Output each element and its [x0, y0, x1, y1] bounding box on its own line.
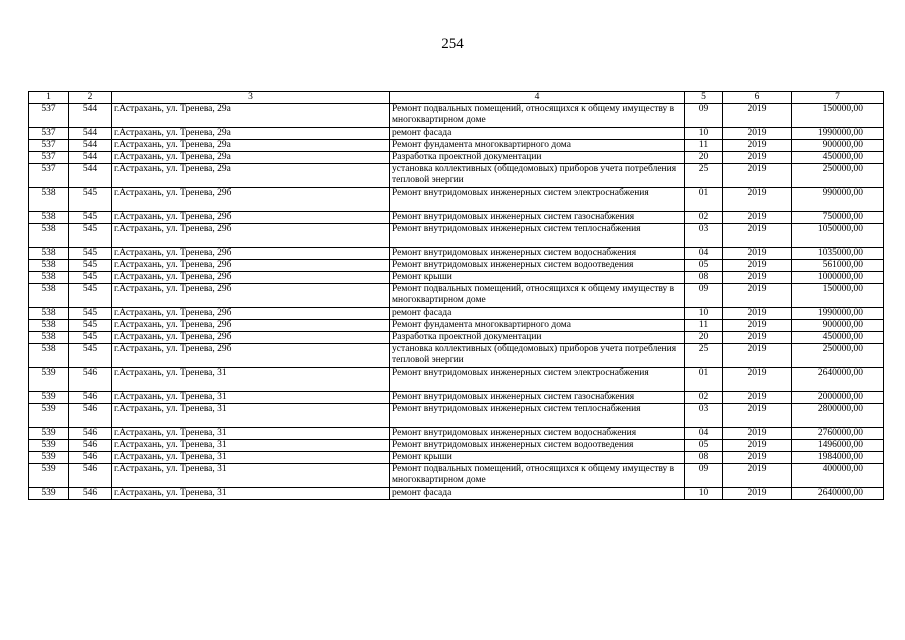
cost-cell: 1990000,00	[792, 128, 884, 140]
table-body	[29, 104, 884, 500]
work-type-cell: Ремонт внутридомовых инженерных систем водоснабжения	[390, 428, 685, 440]
work-type-cell: ремонт фасада	[390, 308, 685, 320]
house-number-cell: 545	[69, 332, 112, 344]
work-code-cell: 03	[685, 224, 723, 248]
row-number-cell: 537	[29, 128, 69, 140]
address-cell: г.Астрахань, ул. Тренева, 29а	[112, 104, 390, 128]
house-number-cell: 544	[69, 104, 112, 128]
cost-cell: 1990000,00	[792, 308, 884, 320]
cost-cell: 2800000,00	[792, 404, 884, 428]
column-header: 2	[69, 92, 112, 104]
row-number-cell: 538	[29, 212, 69, 224]
row-number-cell: 538	[29, 188, 69, 212]
address-cell: г.Астрахань, ул. Тренева, 31	[112, 428, 390, 440]
table-row	[29, 164, 884, 188]
work-type-cell: ремонт фасада	[390, 488, 685, 500]
year-cell: 2019	[723, 464, 792, 488]
year-cell: 2019	[723, 188, 792, 212]
house-number-cell: 545	[69, 308, 112, 320]
address-cell: г.Астрахань, ул. Тренева, 29б	[112, 308, 390, 320]
address-cell: г.Астрахань, ул. Тренева, 29б	[112, 272, 390, 284]
table-header-row	[29, 92, 884, 104]
cost-cell: 2760000,00	[792, 428, 884, 440]
house-number-cell: 546	[69, 428, 112, 440]
cost-cell: 250000,00	[792, 344, 884, 368]
table-row	[29, 224, 884, 248]
work-type-cell: установка коллективных (общедомовых) приборов учета потребления тепловой энергии	[390, 344, 685, 368]
row-number-cell: 538	[29, 224, 69, 248]
address-cell: г.Астрахань, ул. Тренева, 31	[112, 488, 390, 500]
table-row	[29, 440, 884, 452]
address-cell: г.Астрахань, ул. Тренева, 29а	[112, 152, 390, 164]
house-number-cell: 544	[69, 128, 112, 140]
cost-cell: 150000,00	[792, 104, 884, 128]
year-cell: 2019	[723, 224, 792, 248]
year-cell: 2019	[723, 284, 792, 308]
row-number-cell: 538	[29, 248, 69, 260]
year-cell: 2019	[723, 272, 792, 284]
year-cell: 2019	[723, 104, 792, 128]
cost-cell: 561000,00	[792, 260, 884, 272]
year-cell: 2019	[723, 164, 792, 188]
house-number-cell: 545	[69, 344, 112, 368]
address-cell: г.Астрахань, ул. Тренева, 31	[112, 392, 390, 404]
work-type-cell: Ремонт внутридомовых инженерных систем водоотведения	[390, 440, 685, 452]
work-type-cell: ремонт фасада	[390, 128, 685, 140]
column-header: 4	[390, 92, 685, 104]
address-cell: г.Астрахань, ул. Тренева, 29б	[112, 284, 390, 308]
address-cell: г.Астрахань, ул. Тренева, 29а	[112, 164, 390, 188]
table-row	[29, 428, 884, 440]
work-type-cell: Ремонт внутридомовых инженерных систем теплоснабжения	[390, 404, 685, 428]
cost-cell: 2640000,00	[792, 368, 884, 392]
cost-cell: 1000000,00	[792, 272, 884, 284]
work-type-cell: Ремонт внутридомовых инженерных систем водоснабжения	[390, 248, 685, 260]
work-type-cell: Ремонт подвальных помещений, относящихся к общему имуществу в многоквартирном доме	[390, 284, 685, 308]
work-type-cell: Ремонт внутридомовых инженерных систем электроснабжения	[390, 188, 685, 212]
work-code-cell: 25	[685, 344, 723, 368]
row-number-cell: 539	[29, 440, 69, 452]
house-number-cell: 545	[69, 248, 112, 260]
year-cell: 2019	[723, 404, 792, 428]
table-row	[29, 308, 884, 320]
row-number-cell: 539	[29, 464, 69, 488]
work-code-cell: 20	[685, 332, 723, 344]
work-code-cell: 02	[685, 212, 723, 224]
year-cell: 2019	[723, 344, 792, 368]
year-cell: 2019	[723, 368, 792, 392]
cost-cell: 450000,00	[792, 152, 884, 164]
table-row	[29, 272, 884, 284]
year-cell: 2019	[723, 440, 792, 452]
row-number-cell: 537	[29, 140, 69, 152]
house-number-cell: 546	[69, 392, 112, 404]
row-number-cell: 539	[29, 428, 69, 440]
cost-cell: 2000000,00	[792, 392, 884, 404]
page-number: 254	[441, 36, 464, 52]
address-cell: г.Астрахань, ул. Тренева, 29б	[112, 212, 390, 224]
table-row	[29, 344, 884, 368]
house-number-cell: 546	[69, 404, 112, 428]
cost-cell: 400000,00	[792, 464, 884, 488]
work-code-cell: 25	[685, 164, 723, 188]
address-cell: г.Астрахань, ул. Тренева, 29б	[112, 332, 390, 344]
column-header: 7	[792, 92, 884, 104]
row-number-cell: 537	[29, 152, 69, 164]
address-cell: г.Астрахань, ул. Тренева, 31	[112, 464, 390, 488]
cost-cell: 900000,00	[792, 320, 884, 332]
cost-cell: 750000,00	[792, 212, 884, 224]
row-number-cell: 538	[29, 332, 69, 344]
year-cell: 2019	[723, 332, 792, 344]
row-number-cell: 539	[29, 392, 69, 404]
row-number-cell: 538	[29, 344, 69, 368]
work-code-cell: 04	[685, 248, 723, 260]
work-type-cell: Ремонт внутридомовых инженерных систем электроснабжения	[390, 368, 685, 392]
work-code-cell: 11	[685, 320, 723, 332]
house-number-cell: 546	[69, 488, 112, 500]
work-code-cell: 03	[685, 404, 723, 428]
address-cell: г.Астрахань, ул. Тренева, 29а	[112, 128, 390, 140]
cost-cell: 1035000,00	[792, 248, 884, 260]
address-cell: г.Астрахань, ул. Тренева, 31	[112, 452, 390, 464]
table-row	[29, 332, 884, 344]
table-row	[29, 452, 884, 464]
table-row	[29, 404, 884, 428]
work-type-cell: установка коллективных (общедомовых) приборов учета потребления тепловой энергии	[390, 164, 685, 188]
column-header: 3	[112, 92, 390, 104]
table-row	[29, 248, 884, 260]
house-number-cell: 545	[69, 212, 112, 224]
work-code-cell: 08	[685, 272, 723, 284]
table-row	[29, 212, 884, 224]
address-cell: г.Астрахань, ул. Тренева, 31	[112, 404, 390, 428]
table-row	[29, 152, 884, 164]
row-number-cell: 538	[29, 260, 69, 272]
year-cell: 2019	[723, 428, 792, 440]
work-type-cell: Ремонт подвальных помещений, относящихся к общему имуществу в многоквартирном доме	[390, 104, 685, 128]
row-number-cell: 539	[29, 452, 69, 464]
table-row	[29, 188, 884, 212]
year-cell: 2019	[723, 320, 792, 332]
work-type-cell: Ремонт внутридомовых инженерных систем теплоснабжения	[390, 224, 685, 248]
table-row	[29, 284, 884, 308]
work-code-cell: 10	[685, 128, 723, 140]
house-number-cell: 545	[69, 188, 112, 212]
table-row	[29, 260, 884, 272]
house-number-cell: 545	[69, 260, 112, 272]
house-number-cell: 546	[69, 452, 112, 464]
work-code-cell: 09	[685, 104, 723, 128]
work-code-cell: 01	[685, 368, 723, 392]
house-number-cell: 545	[69, 224, 112, 248]
address-cell: г.Астрахань, ул. Тренева, 29б	[112, 188, 390, 212]
cost-cell: 150000,00	[792, 284, 884, 308]
house-number-cell: 546	[69, 464, 112, 488]
house-number-cell: 545	[69, 272, 112, 284]
cost-cell: 450000,00	[792, 332, 884, 344]
house-number-cell: 544	[69, 140, 112, 152]
work-type-cell: Ремонт подвальных помещений, относящихся к общему имуществу в многоквартирном доме	[390, 464, 685, 488]
work-code-cell: 09	[685, 464, 723, 488]
works-table	[28, 91, 884, 500]
year-cell: 2019	[723, 212, 792, 224]
row-number-cell: 539	[29, 368, 69, 392]
work-type-cell: Разработка проектной документации	[390, 332, 685, 344]
house-number-cell: 546	[69, 368, 112, 392]
cost-cell: 1050000,00	[792, 224, 884, 248]
work-type-cell: Ремонт фундамента многоквартирного дома	[390, 140, 685, 152]
year-cell: 2019	[723, 140, 792, 152]
address-cell: г.Астрахань, ул. Тренева, 31	[112, 368, 390, 392]
year-cell: 2019	[723, 152, 792, 164]
table-row	[29, 488, 884, 500]
address-cell: г.Астрахань, ул. Тренева, 31	[112, 440, 390, 452]
cost-cell: 250000,00	[792, 164, 884, 188]
house-number-cell: 544	[69, 152, 112, 164]
row-number-cell: 537	[29, 164, 69, 188]
row-number-cell: 538	[29, 272, 69, 284]
house-number-cell: 546	[69, 440, 112, 452]
row-number-cell: 539	[29, 404, 69, 428]
address-cell: г.Астрахань, ул. Тренева, 29б	[112, 320, 390, 332]
work-code-cell: 10	[685, 308, 723, 320]
year-cell: 2019	[723, 260, 792, 272]
column-header: 6	[723, 92, 792, 104]
address-cell: г.Астрахань, ул. Тренева, 29а	[112, 140, 390, 152]
house-number-cell: 545	[69, 320, 112, 332]
cost-cell: 1984000,00	[792, 452, 884, 464]
work-code-cell: 01	[685, 188, 723, 212]
row-number-cell: 538	[29, 308, 69, 320]
work-code-cell: 09	[685, 284, 723, 308]
row-number-cell: 539	[29, 488, 69, 500]
table-row	[29, 128, 884, 140]
cost-cell: 2640000,00	[792, 488, 884, 500]
address-cell: г.Астрахань, ул. Тренева, 29б	[112, 224, 390, 248]
work-code-cell: 10	[685, 488, 723, 500]
cost-cell: 990000,00	[792, 188, 884, 212]
work-code-cell: 02	[685, 392, 723, 404]
work-type-cell: Ремонт внутридомовых инженерных систем водоотведения	[390, 260, 685, 272]
work-type-cell: Ремонт внутридомовых инженерных систем газоснабжения	[390, 212, 685, 224]
year-cell: 2019	[723, 308, 792, 320]
work-type-cell: Ремонт внутридомовых инженерных систем газоснабжения	[390, 392, 685, 404]
work-code-cell: 20	[685, 152, 723, 164]
column-header: 1	[29, 92, 69, 104]
work-code-cell: 11	[685, 140, 723, 152]
year-cell: 2019	[723, 248, 792, 260]
row-number-cell: 538	[29, 320, 69, 332]
work-code-cell: 05	[685, 260, 723, 272]
work-code-cell: 05	[685, 440, 723, 452]
house-number-cell: 545	[69, 284, 112, 308]
year-cell: 2019	[723, 452, 792, 464]
address-cell: г.Астрахань, ул. Тренева, 29б	[112, 344, 390, 368]
work-type-cell: Разработка проектной документации	[390, 152, 685, 164]
work-code-cell: 04	[685, 428, 723, 440]
row-number-cell: 537	[29, 104, 69, 128]
year-cell: 2019	[723, 128, 792, 140]
year-cell: 2019	[723, 488, 792, 500]
work-type-cell: Ремонт фундамента многоквартирного дома	[390, 320, 685, 332]
house-number-cell: 544	[69, 164, 112, 188]
row-number-cell: 538	[29, 284, 69, 308]
work-code-cell: 08	[685, 452, 723, 464]
column-header: 5	[685, 92, 723, 104]
table-row	[29, 464, 884, 488]
work-type-cell: Ремонт крыши	[390, 452, 685, 464]
address-cell: г.Астрахань, ул. Тренева, 29б	[112, 260, 390, 272]
table-row	[29, 392, 884, 404]
table-row	[29, 140, 884, 152]
table-row	[29, 104, 884, 128]
work-type-cell: Ремонт крыши	[390, 272, 685, 284]
year-cell: 2019	[723, 392, 792, 404]
table-row	[29, 320, 884, 332]
table-row	[29, 368, 884, 392]
cost-cell: 900000,00	[792, 140, 884, 152]
address-cell: г.Астрахань, ул. Тренева, 29б	[112, 248, 390, 260]
cost-cell: 1496000,00	[792, 440, 884, 452]
